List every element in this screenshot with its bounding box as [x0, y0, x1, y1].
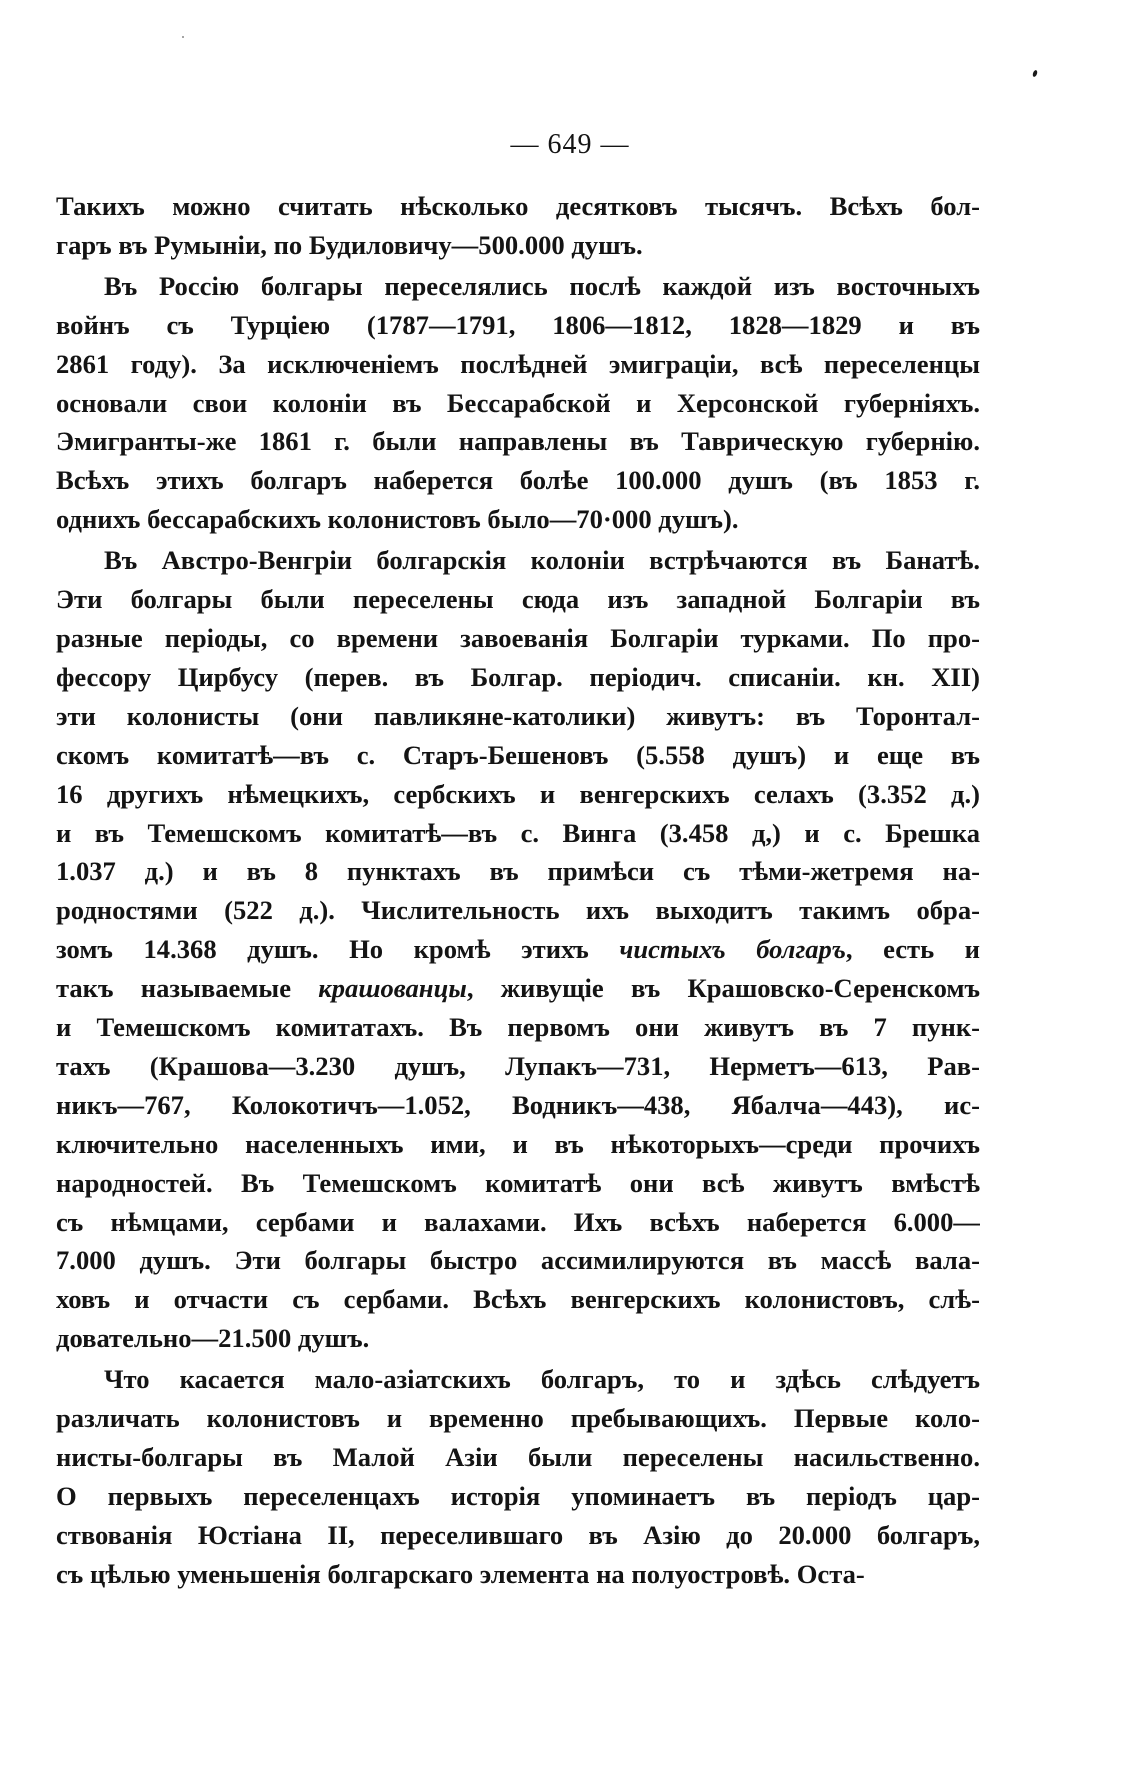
text-line: 16 другихъ нѣмецкихъ, сербскихъ и венгерскихъ селахъ (3.352 д.): [56, 778, 980, 809]
text-line: родностями (522 д.). Числительность ихъ выходитъ такимъ обра-: [56, 895, 980, 926]
text-line: ключительно населенныхъ ими, и въ нѣкоторыхъ—среди прочихъ: [56, 1128, 980, 1159]
text-line: зомъ 14.368 душъ. Но кромѣ этихъ чистыхъ болгаръ, есть и: [56, 934, 980, 965]
text-line: тахъ (Крашова—3.230 душъ, Лупакъ—731, Нерметъ—613, Рав-: [56, 1050, 980, 1081]
text-line: съ цѣлью уменьшенія болгарскаго элемента на полуостровѣ. Оста-: [56, 1558, 865, 1589]
paragraph: [56, 187, 980, 265]
text-line: 2861 году). За исключеніемъ послѣдней эмиграціи, всѣ переселенцы: [56, 348, 980, 379]
text-line: ховъ и отчасти съ сербами. Всѣхъ венгерскихъ колонистовъ, слѣ-: [56, 1284, 980, 1315]
text-line: Всѣхъ этихъ болгаръ наберется болѣе 100.000 душъ (въ 1853 г.: [56, 465, 980, 496]
text-line: нисты-болгары въ Малой Азіи были переселены насильственно.: [56, 1442, 980, 1472]
text-line: Что касается мало-азіатскихъ болгаръ, то и здѣсь слѣдуетъ: [104, 1364, 980, 1395]
text-line: Въ Россію болгары переселялись послѣ каждой изъ восточныхъ: [104, 270, 980, 301]
text-line: и въ Темешскомъ комитатѣ—въ с. Винга (3.458 д,) и с. Брешка: [56, 817, 980, 848]
text-line: съ нѣмцами, сербами и валахами. Ихъ всѣхъ наберется 6.000—: [56, 1206, 980, 1237]
text-line: ствованія Юстіана II, переселившаго въ Азію до 20.000 болгаръ,: [56, 1519, 980, 1550]
text-line: 7.000 душъ. Эти болгары быстро ассимилируются въ массѣ вала-: [56, 1245, 980, 1276]
text-line: 1.037 д.) и въ 8 пунктахъ въ примѣси съ тѣми-жетремя на-: [56, 856, 980, 887]
ink-speck: [1032, 70, 1038, 78]
text-line: Эти болгары были переселены сюда изъ западной Болгаріи въ: [56, 584, 980, 615]
text-line: гаръ въ Румыніи, по Будиловичу—500.000 душъ.: [56, 229, 643, 260]
text-line: и Темешскомъ комитатахъ. Въ первомъ они живутъ въ 7 пунк-: [56, 1012, 980, 1043]
text-line: скомъ комитатѣ—въ с. Старъ-Бешеновъ (5.558 душъ) и еще въ: [56, 739, 980, 770]
paragraph: [56, 541, 980, 1358]
text-line: О первыхъ переселенцахъ исторія упоминаетъ въ періодъ цар-: [56, 1480, 980, 1511]
text-line: никъ—767, Колокотичъ—1.052, Водникъ—438, Ябалча—443), ис-: [56, 1089, 980, 1120]
text-line: разные періоды, со времени завоеванія Болгаріи турками. По про-: [56, 622, 980, 653]
text-line: народностей. Въ Темешскомъ комитатѣ они всѣ живутъ вмѣстѣ: [56, 1167, 980, 1198]
text-line: Въ Австро-Венгріи болгарскія колоніи встрѣчаются въ Банатѣ.: [104, 545, 980, 576]
text-line: Эмигранты-же 1861 г. были направлены въ Таврическую губернію.: [56, 426, 980, 457]
text-line: однихъ бессарабскихъ колонистовъ было—70·000 душъ).: [56, 504, 739, 535]
text-line: основали свои колоніи въ Бессарабской и Херсонской губерніяхъ.: [56, 387, 980, 418]
text-line: эти колонисты (они павликяне-католики) живутъ: въ Торонтал-: [56, 700, 980, 731]
text-line: такъ называемые крашованцы, живущіе въ Крашовско-Серенскомъ: [56, 973, 980, 1004]
page-number: — 649 —: [510, 129, 630, 160]
paragraph: [56, 1360, 980, 1593]
text-line: различать колонистовъ и временно пребывающихъ. Первые коло-: [56, 1403, 980, 1434]
text-line: довательно—21.500 душъ.: [56, 1323, 370, 1354]
text-line: войнъ съ Турціею (1787—1791, 1806—1812, 1828—1829 и въ: [56, 309, 980, 340]
ink-speck: [182, 36, 184, 38]
paragraph: [56, 267, 980, 539]
text-line: фессору Цирбусу (перев. въ Болгар. періодич. списаніи. кн. XII): [56, 661, 980, 692]
text-line: Такихъ можно считать нѣсколько десятковъ тысячъ. Всѣхъ бол-: [56, 191, 980, 221]
text-body: [56, 187, 980, 1596]
